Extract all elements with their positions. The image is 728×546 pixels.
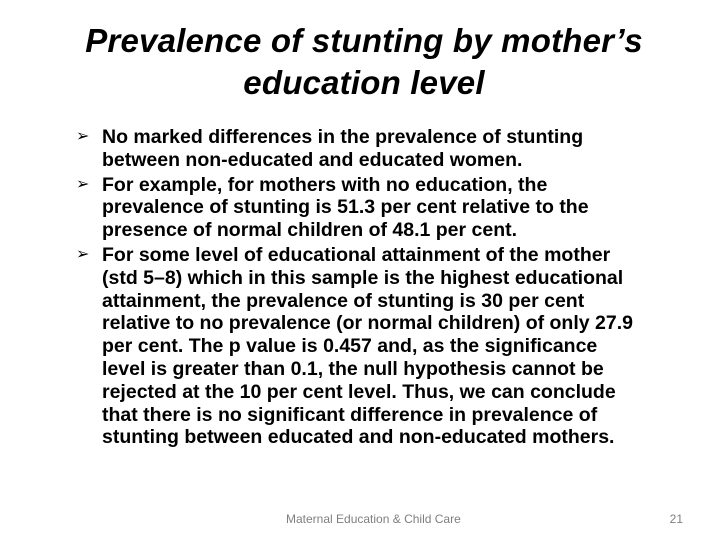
bullet-line: between non-educated and educated women. xyxy=(102,148,523,171)
bullet-item xyxy=(76,126,620,172)
slide-title-line-1: Prevalence of stunting by mother’s xyxy=(85,22,643,59)
bullet-item xyxy=(76,243,633,449)
bullet-list xyxy=(76,126,696,451)
slide-number: 21 xyxy=(669,512,683,526)
bullet-line: No marked differences in the prevalence of stunting xyxy=(102,126,584,148)
bullet-line: relative to no prevalence (or normal children) of only 27.9 xyxy=(102,312,633,335)
bullet-line: rejected at the 10 per cent level. Thus, we can conclude xyxy=(102,380,616,403)
slide-title-line-2: education level xyxy=(243,64,485,101)
bullet-line: level is greater than 0.1, the null hypothesis cannot be xyxy=(102,357,604,380)
bullet-line: that there is no significant difference in prevalence of xyxy=(102,403,598,426)
bullet-line: prevalence of stunting is 51.3 per cent relative to the xyxy=(102,196,589,219)
bullet-line: stunting between educated and non-educated mothers. xyxy=(102,426,615,449)
slide-title xyxy=(30,20,698,104)
bullet-line: presence of normal children of 48.1 per cent. xyxy=(102,219,518,242)
bullet-line: (std 5–8) which in this sample is the highest educational xyxy=(102,266,624,289)
bullet-line: attainment, the prevalence of stunting is 30 per cent xyxy=(102,289,585,312)
arrow-bullet-icon: ➢ xyxy=(76,245,90,263)
arrow-bullet-icon: ➢ xyxy=(76,175,90,193)
bullet-line: For example, for mothers with no education, the xyxy=(102,173,548,196)
bullet-line: per cent. The p value is 0.457 and, as the significance xyxy=(102,335,598,358)
arrow-bullet-icon: ➢ xyxy=(76,128,90,145)
footer-text: Maternal Education & Child Care xyxy=(286,512,461,526)
bullet-line: For some level of educational attainment of the mother xyxy=(102,243,611,266)
bullet-item xyxy=(76,174,620,242)
